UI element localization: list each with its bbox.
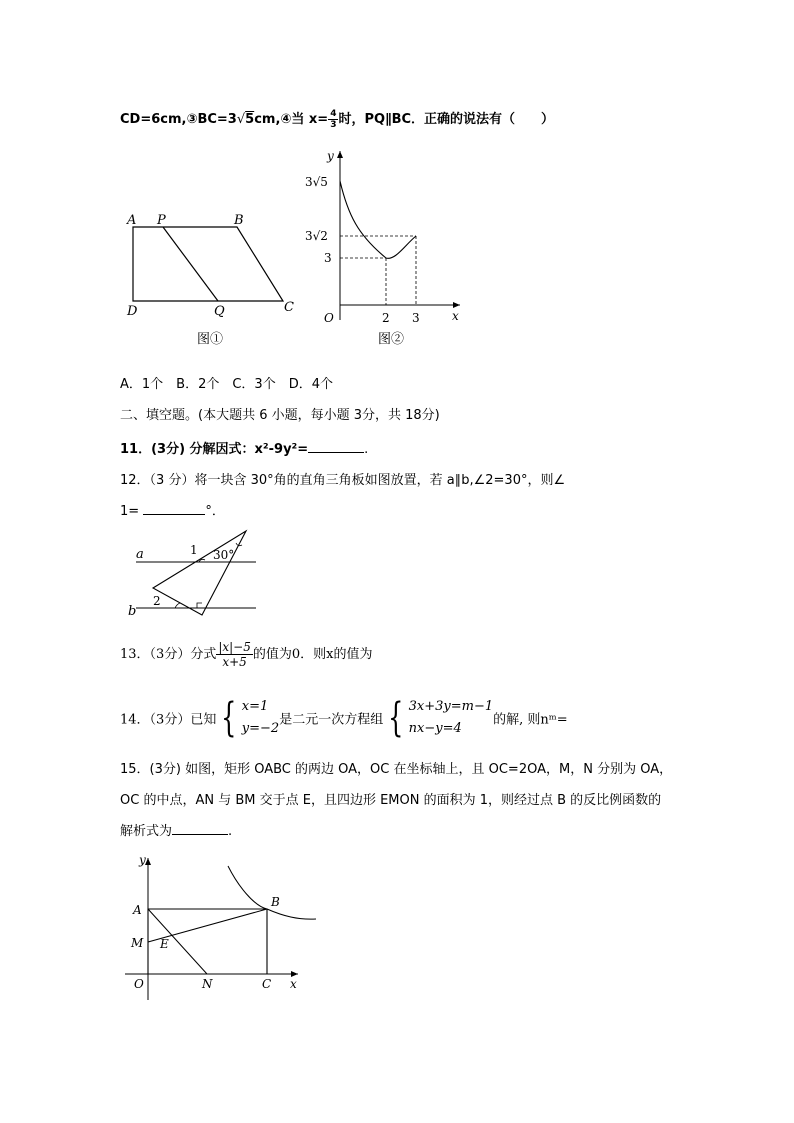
q15-line3	[120, 820, 232, 839]
q15-line3-text: 解析式为	[120, 824, 173, 839]
q10-fraction	[328, 109, 338, 130]
q15-label-x: x	[290, 977, 297, 991]
q15-label-e: E	[160, 937, 169, 951]
fig2-caption: 图②	[378, 332, 405, 347]
q10-frac-den: 3	[330, 120, 337, 130]
q13-frac-num: |x|−5	[218, 640, 251, 654]
fig1-segment-pq	[163, 227, 218, 301]
fig1-label-b: B	[234, 213, 244, 228]
q10-figure-1	[115, 205, 305, 355]
q12-figure	[120, 525, 265, 620]
q14-s1-eq2: y=−2	[241, 721, 280, 736]
q15-line1: 15．(3分) 如图，矩形 OABC 的两边 OA，OC 在坐标轴上，且 OC=2OA，M，N 分别为 OA，	[120, 762, 673, 777]
q14-s2-eq1: 3x+3y=m−1	[408, 699, 494, 714]
q10-text-suffix: 时，PQ∥BC．正确的说法有（ ）	[338, 112, 555, 127]
fig2-label-3sqrt5: 3√5	[305, 175, 328, 189]
q14-mid: 是二元一次方程组	[279, 712, 384, 728]
q14-brace-2: {	[388, 695, 404, 741]
q15-label-n: N	[202, 977, 213, 991]
q14-system-2	[409, 696, 494, 740]
q14-post: 的解, 则nᵐ=	[493, 712, 568, 728]
q12-line2-pre: 1=	[120, 504, 140, 519]
q15-label-m: M	[131, 936, 144, 950]
q13-frac-den: x+5	[222, 655, 247, 669]
fig2-label-x: x	[452, 309, 459, 323]
fig1-label-a: A	[127, 213, 137, 228]
fig1-quadrilateral	[133, 227, 283, 301]
fig1-label-q: Q	[214, 304, 225, 319]
q15-label-b: B	[271, 895, 280, 909]
q12-right-angle	[197, 603, 202, 608]
fig1-label-d: D	[127, 304, 138, 319]
q12-line1: 12．（3 分）将一块含 30°角的直角三角板如图放置，若 a∥b,∠2=30°，则∠	[120, 473, 566, 488]
q12-label-2: 2	[153, 594, 161, 608]
q12-label-a: a	[136, 547, 144, 562]
q15-segment-an	[148, 909, 207, 974]
q15-label-a: A	[133, 903, 142, 917]
q10-statement: CD=6cm,③BC=3√5cm,④当 x= $\frac{4}{3}$ 时，PQ∥BC．正确的说法有（ ）	[120, 109, 555, 130]
q11	[120, 438, 368, 457]
q14-pre: 14．（3分）已知	[120, 712, 217, 728]
q15-label-c: C	[262, 977, 272, 991]
q13	[120, 640, 372, 669]
fig1-label-c: C	[284, 300, 294, 315]
q10-sqrt-arg: 5	[245, 112, 255, 127]
q10-figure-2	[300, 145, 470, 355]
q14-brace-1: {	[221, 695, 237, 741]
section2-heading: 二、填空题。(本大题共 6 小题，每小题 3分，共 18分)	[120, 408, 440, 423]
q15-end: .	[228, 824, 233, 839]
fig2-x-arrow	[453, 302, 460, 308]
q12-line2	[120, 500, 225, 519]
q12-line2-post: °．	[205, 504, 225, 519]
fig2-label-x2: 2	[382, 311, 390, 325]
q10-text-prefix: CD=6cm,③BC=3	[120, 112, 237, 127]
q12-label-30: 30°	[213, 548, 235, 562]
q14-s1-eq1: x=1	[241, 699, 269, 714]
fig1-label-p: P	[157, 213, 166, 228]
q11-end: .	[364, 442, 369, 457]
q11-answer-blank[interactable]	[308, 440, 364, 453]
q10-text-mid: cm,④当 x=	[254, 112, 329, 127]
fig2-label-x3: 3	[412, 311, 420, 325]
q14	[120, 696, 568, 740]
fig2-y-arrow	[337, 151, 343, 158]
q12-answer-blank[interactable]	[143, 502, 205, 515]
q11-text: 11．(3分) 分解因式：x²-9y²=	[120, 442, 309, 457]
fig2-label-o: O	[324, 311, 334, 325]
q12-label-1: 1	[190, 543, 198, 557]
q10-frac-num: 4	[330, 109, 337, 119]
q14-s2-eq2: nx−y=4	[408, 721, 462, 736]
q15-figure	[120, 848, 325, 1003]
fig2-label-y: y	[327, 149, 334, 163]
q14-system-1	[242, 696, 279, 740]
q15-y-arrow	[145, 858, 151, 865]
q15-answer-blank[interactable]	[172, 822, 228, 835]
fig1-caption: 图①	[197, 332, 224, 347]
fig2-label-3: 3	[324, 251, 332, 265]
q13-pre: 13．（3分）分式	[120, 647, 217, 662]
q12-label-b: b	[128, 604, 137, 619]
q13-post: 的值为0．则x的值为	[252, 647, 373, 662]
q13-fraction	[216, 640, 253, 669]
q15-hyperbola	[228, 866, 316, 919]
q12-angle2-arc	[175, 603, 180, 608]
q15-label-o: O	[134, 977, 144, 991]
fig2-curve	[340, 181, 416, 258]
q15-line2: OC 的中点，AN 与 BM 交于点 E，且四边形 EMON 的面积为 1，则经过点 B 的反比例函数的	[120, 793, 662, 808]
q15-label-y: y	[139, 853, 146, 867]
fig2-label-3sqrt2: 3√2	[305, 229, 328, 243]
q12-triangle	[153, 531, 246, 615]
q10-options: A．1个 B．2个 C．3个 D．4个	[120, 377, 333, 392]
